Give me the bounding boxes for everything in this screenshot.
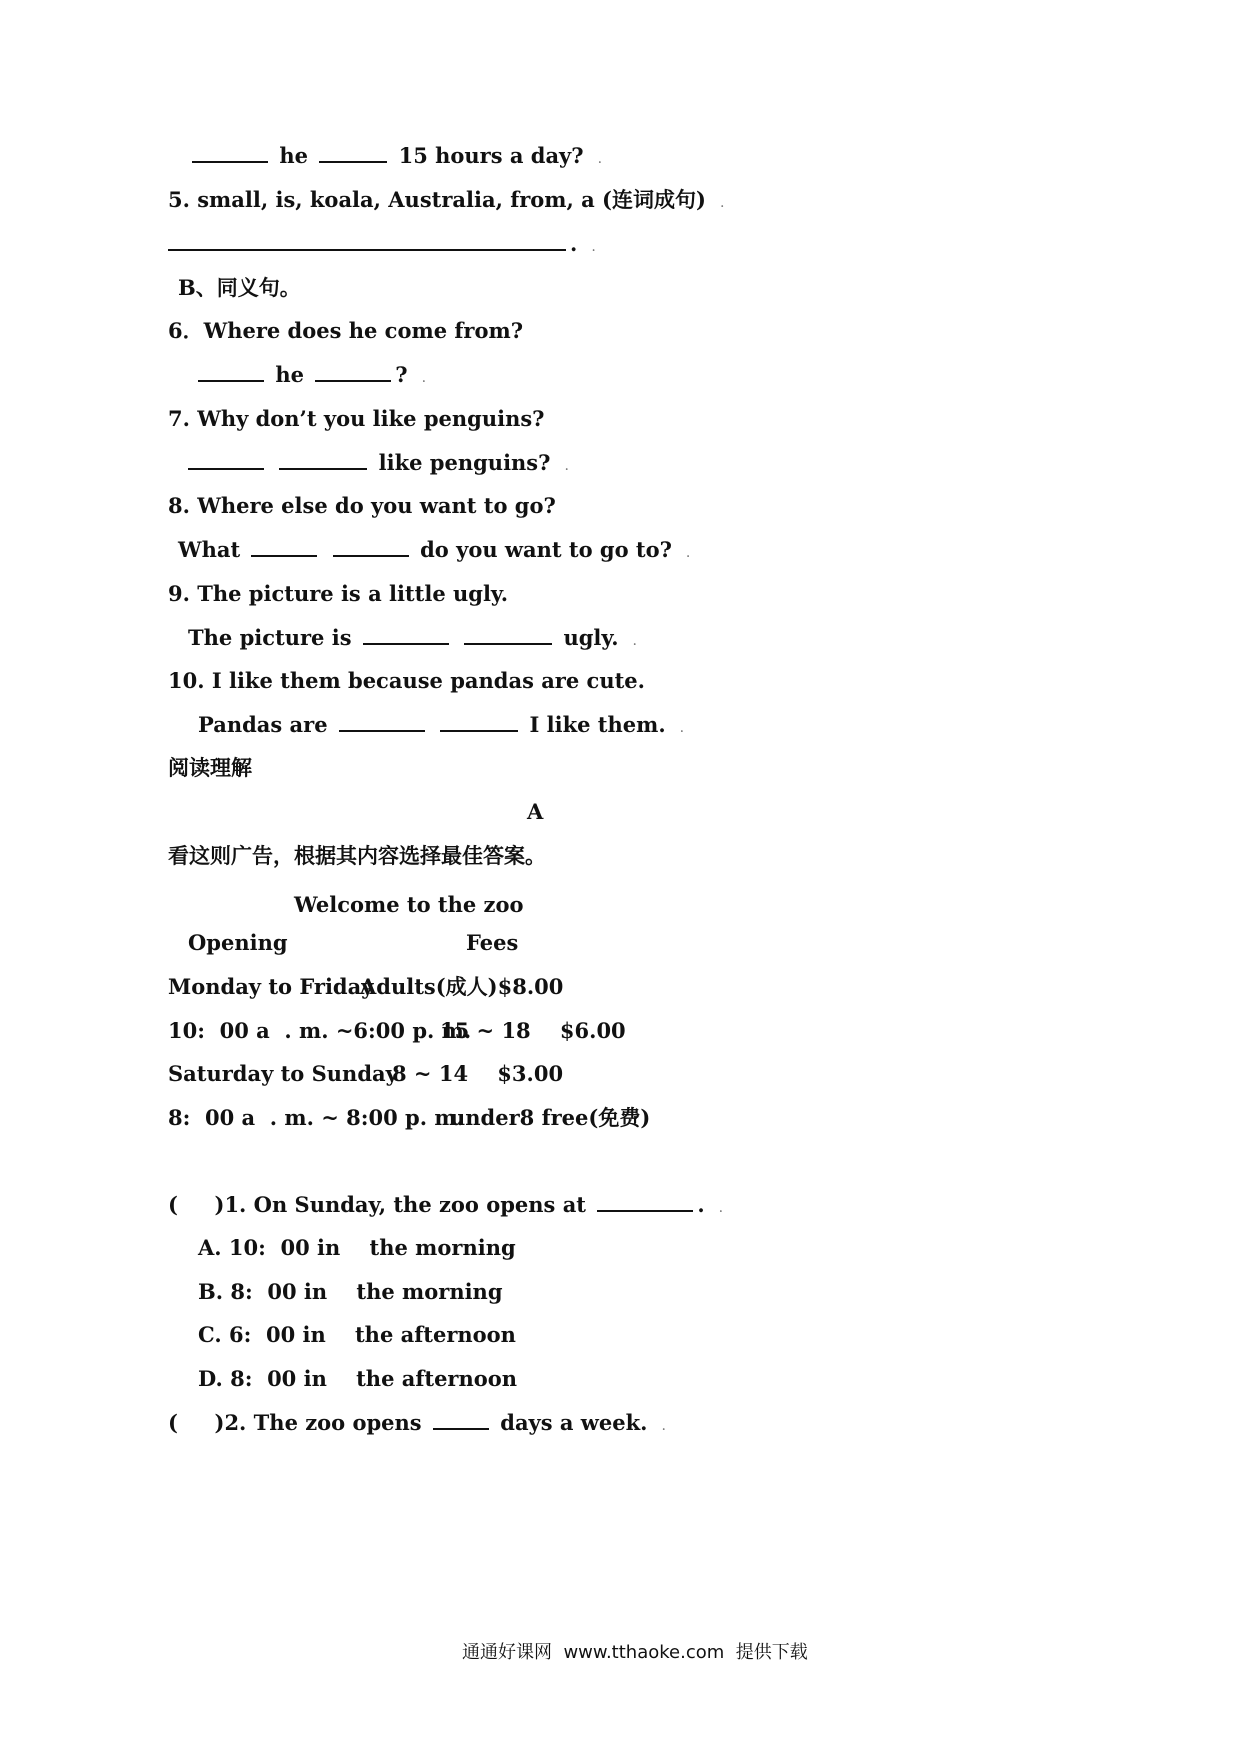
ad-col-fees: Fees [466,930,519,955]
reading-title: 阅读理解 [168,755,252,780]
q9-original: 9. The picture is a little ugly. [168,581,509,606]
q1-end: . [697,1192,705,1217]
q2-end: days a week. [500,1410,648,1435]
q10-original: 10. I like them because pandas are cute. [168,668,645,693]
ad-row-left: Monday to Friday [168,974,374,999]
q7-answer-line: like penguins? . [188,450,569,479]
ad-row-left: Saturday to Sunday [168,1061,398,1086]
reading-q1: ( )1. On Sunday, the zoo opens at . . [168,1192,724,1217]
q10-answer-line: Pandas are I like them. . [198,712,685,737]
q5-answer-line: . . [168,231,596,260]
q7-end: like penguins? [378,450,551,475]
q8-original: 8. Where else do you want to go? [168,493,556,518]
ad-row-right: 15 ~ 18 $6.00 [440,1018,626,1043]
answer-paren: ( ) [168,1410,225,1435]
q5-text: 5. small, is, koala, Australia, from, a (连词成句) [168,187,706,212]
reading-q2: ( )2. The zoo opens days a week. . [168,1410,666,1435]
ad-row-right: Adults(成人)$8.00 [360,974,564,999]
q4-word: he [279,143,308,168]
page-footer: 通通好课网 www.tthaoke.com 提供下载 [462,1642,808,1663]
q6-answer-line: he ? . [198,362,426,391]
q1-text: 1. On Sunday, the zoo opens at [224,1192,587,1217]
q6-word: he [275,362,304,387]
q10-start: Pandas are [198,712,328,737]
q6-end: ? [395,362,408,387]
q4-answer-line: he 15 hours a day? . [188,143,602,172]
q5-end: . [570,231,578,256]
q8-answer-line: What do you want to go to? . [178,537,691,562]
q6-original: 6．Where does he come from? [168,318,524,343]
q1-option-d: D. 8: 00 in the afternoon [198,1366,518,1391]
q4-end: 15 hours a day? [398,143,584,168]
section-b-title: B、同义句。 [178,275,301,300]
q1-option-a: A. 10: 00 in the morning [198,1235,516,1260]
q10-end: I like them. [529,712,666,737]
q1-option-c: C. 6: 00 in the afternoon [198,1322,516,1347]
reading-instruction: 看这则广告，根据其内容选择最佳答案。 [168,843,546,868]
q2-text: 2. The zoo opens [224,1410,422,1435]
answer-paren: ( ) [168,1192,225,1217]
ad-col-opening: Opening [188,930,288,955]
q9-start: The picture is [188,625,352,650]
ad-row-left: 10: 00 a . m. ~6:00 p. m. [168,1018,472,1043]
q9-end: ugly. [563,625,619,650]
reading-part-label: A [527,799,544,824]
ad-row-left: 8: 00 a . m. ~ 8:00 p. m. [168,1105,464,1130]
q5-prompt: 5. small, is, koala, Australia, from, a (连词成句) . [168,187,725,212]
q8-start: What [178,537,241,562]
ad-row-right: under8 free(免费) [450,1105,651,1130]
q8-end: do you want to go to? [420,537,672,562]
q1-option-b: B. 8: 00 in the morning [198,1279,503,1304]
ad-row-right: 8 ~ 14 $3.00 [392,1061,564,1086]
q7-original: 7. Why don’t you like penguins? [168,406,545,431]
ad-title: Welcome to the zoo [294,892,524,917]
q9-answer-line: The picture is ugly. . [188,625,637,650]
